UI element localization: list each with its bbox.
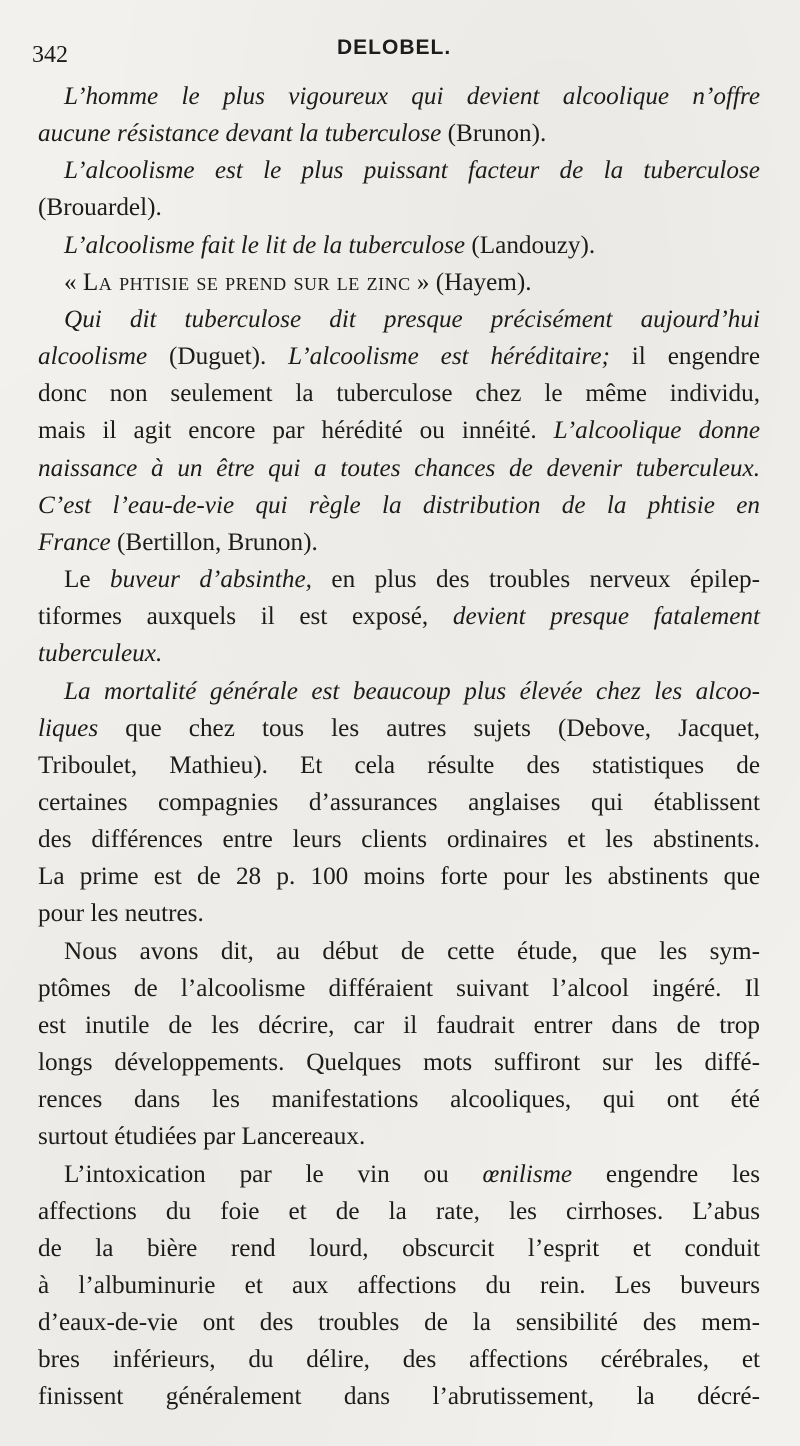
text-line — [38, 78, 760, 115]
roman-text: pour les neutres. — [38, 900, 204, 928]
roman-text: en plus des troubles nerveux épilep- — [311, 566, 760, 594]
roman-text: (Bertillon, Brunon). — [110, 528, 318, 556]
text-line — [38, 264, 760, 301]
text-line — [38, 152, 760, 189]
roman-text: que chez tous les autres sujets (Debove, Jacquet, — [98, 714, 760, 742]
roman-text: (Brunon). — [441, 120, 547, 148]
roman-text: d’eaux-de-vie ont des troubles de la sensibilité des mem- — [38, 1309, 760, 1337]
text-line — [38, 189, 760, 226]
text-line — [38, 1267, 760, 1304]
text-body — [38, 78, 760, 1416]
text-line — [38, 450, 760, 487]
text-line — [38, 1044, 760, 1081]
text-line — [38, 487, 760, 524]
italic-text: L’alcoolique donne — [553, 417, 760, 445]
italic-text: C’est l’eau-de-vie qui règle la distribution de la phtisie en — [38, 491, 760, 519]
roman-text: ptômes de l’alcoolisme différaient suivant l’alcool ingéré. Il — [38, 974, 760, 1002]
roman-text: tiformes auxquels il est exposé, — [38, 603, 453, 631]
running-head: DELOBEL. — [337, 36, 452, 59]
page-header — [32, 36, 762, 72]
text-line — [38, 747, 760, 784]
roman-text: de la bière rend lourd, obscurcit l’esprit et conduit — [38, 1234, 760, 1262]
text-line — [38, 970, 760, 1007]
text-line — [38, 710, 760, 747]
italic-text: La mortalité générale est beaucoup plus élevée chez les alcoo- — [64, 677, 760, 705]
text-line — [38, 1304, 760, 1341]
italic-text: L’alcoolisme est le plus puissant facteur de la tuberculose — [64, 157, 760, 185]
text-line — [38, 115, 760, 152]
roman-text: à l’albuminurie et aux affections du rein. Les buveurs — [38, 1272, 760, 1299]
text-line — [38, 895, 760, 932]
roman-text: certaines compagnies d’assurances anglaises qui établissent — [38, 788, 760, 816]
italic-text: L’alcoolisme fait le lit de la tuberculose — [64, 231, 466, 259]
roman-text: rences dans les manifestations alcooliques, qui ont été — [38, 1086, 760, 1114]
text-line — [38, 598, 760, 635]
text-line — [38, 338, 760, 375]
text-line — [38, 227, 760, 264]
roman-text: finissent généralement dans l’abrutissement, la décré- — [38, 1383, 760, 1411]
roman-text: mais il agit encore par hérédité ou innéité. — [38, 417, 554, 445]
text-line — [38, 1007, 760, 1044]
text-line — [38, 784, 760, 821]
roman-text: (Duguet). — [147, 343, 289, 371]
roman-text: il engendre — [609, 343, 760, 371]
text-line — [38, 1341, 760, 1378]
text-line — [38, 635, 760, 672]
text-line — [38, 561, 760, 598]
text-line — [38, 1156, 760, 1193]
text-line — [38, 524, 760, 561]
italic-text: L’alcoolisme est héréditaire; — [288, 343, 610, 371]
roman-text: (Landouzy). — [465, 231, 596, 259]
roman-text: Nous avons dit, au début de cette étude, que les sym- — [64, 937, 760, 965]
italic-text: tuberculeux. — [38, 640, 163, 668]
italic-text: L’homme le plus vigoureux qui devient alcoolique n’offre — [64, 83, 760, 110]
text-line — [38, 858, 760, 895]
roman-text: L’intoxication par le vin ou — [64, 1160, 483, 1188]
text-line — [38, 301, 760, 338]
text-line — [38, 375, 760, 412]
roman-text: est inutile de les décrire, car il faudrait entrer dans de trop — [38, 1011, 760, 1039]
roman-text: des différences entre leurs clients ordinaires et les abstinents. — [38, 826, 760, 854]
roman-text: La prime est de 28 p. 100 moins forte pour les abstinents que — [38, 863, 760, 891]
page-number: 342 — [32, 42, 68, 68]
roman-text: Triboulet, Mathieu). Et cela résulte des statistiques de — [38, 751, 760, 779]
italic-text: naissance à un être qui a toutes chances de devenir tuberculeux. — [38, 454, 760, 482]
text-line — [38, 1118, 760, 1155]
italic-text: aucune résistance devant la tuberculose — [38, 120, 442, 148]
italic-text: devient presque fatalement — [452, 603, 760, 631]
roman-text: (Brouardel). — [38, 194, 162, 222]
text-line — [38, 1081, 760, 1118]
italic-text: alcoolisme — [38, 343, 148, 371]
text-line — [38, 673, 760, 710]
italic-text: œnilisme — [482, 1160, 573, 1188]
roman-text: Le — [64, 566, 110, 594]
italic-text: France — [38, 528, 111, 556]
roman-text: engendre les — [572, 1160, 760, 1188]
roman-text: surtout étudiées par Lancereaux. — [38, 1123, 366, 1151]
text-line — [38, 412, 760, 449]
roman-text: » (Hayem). — [410, 268, 532, 296]
italic-text: buveur d’absinthe, — [109, 566, 312, 594]
roman-text: bres inférieurs, du délire, des affections cérébrales, et — [38, 1346, 760, 1374]
roman-text: La phtisie se prend sur le zinc — [82, 268, 411, 296]
text-line — [38, 1193, 760, 1230]
text-line — [38, 1378, 760, 1415]
roman-text: « — [64, 268, 83, 296]
text-line — [38, 1230, 760, 1267]
roman-text: donc non seulement la tuberculose chez le même individu, — [38, 380, 760, 408]
italic-text: liques — [38, 714, 99, 742]
italic-text: Qui dit tuberculose dit presque précisément aujourd’hui — [64, 305, 760, 333]
text-line — [38, 933, 760, 970]
roman-text: affections du foie et de la rate, les cirrhoses. L’abus — [38, 1197, 760, 1225]
roman-text: longs développements. Quelques mots suffiront sur les diffé- — [38, 1049, 760, 1077]
text-line — [38, 821, 760, 858]
